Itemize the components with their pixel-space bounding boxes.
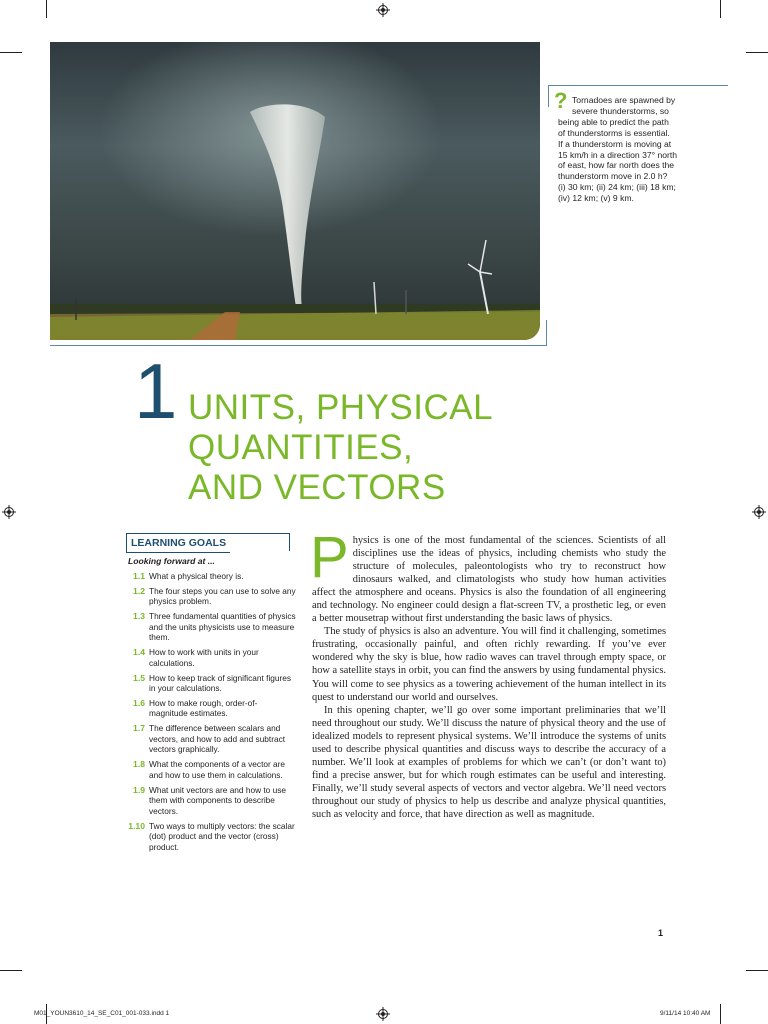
paragraph-text: hysics is one of the most fundamental of the sciences. Scientists of all disciplines use the ideas of physics, including chemists who study the structure of molecules, paleontologists who try to reconstruct how dinosaurs walked, and climatologists who study how human activities affect the atmosphere and oceans. Physics is also the foundation of all engineering and technology. No engineer could design a flat-screen TV, a prosthetic leg, or even a better mousetrap without first understanding the basic laws of physics.	[312, 535, 666, 625]
goal-number: 1.10	[128, 820, 145, 831]
learning-goal-item	[126, 673, 296, 694]
goal-text: What unit vectors are and how to use them with components to describe vectors.	[149, 784, 286, 816]
goal-number: 1.7	[133, 723, 145, 734]
goal-text: What a physical theory is.	[149, 571, 244, 581]
learning-goal-item	[126, 647, 296, 668]
question-line: thunderstorm move in 2.0 h?	[558, 171, 668, 182]
question-line: of east, how far north does the	[558, 160, 675, 171]
learning-goals-rule	[229, 533, 289, 534]
learning-goals-rule	[289, 533, 290, 551]
question-line: Tornadoes are spawned by	[572, 95, 676, 105]
learning-goal-item	[126, 611, 296, 643]
goal-number: 1.1	[133, 571, 145, 581]
body-paragraph: In this opening chapter, we’ll go over some important preliminaries that we’ll need throughout our study. We’ll discuss the nature of physical theory and the use of idealized models to represent physical systems. We’ll introduce the systems of units used to describe physical quantities and discuss ways to describe the accuracy of a number. We’ll look at examples of problems for which we can’t (or don’t want to) find a precise answer, but for which rough estimates can be useful and interesting. Finally, we’ll study several aspects of vectors and vector algebra. We’ll need vectors throughout our study of physics to help us describe and analyze physical quantities, such as velocity and force, that have direction as well as magnitude.	[312, 704, 666, 820]
learning-goal-item	[126, 821, 296, 853]
chapter-title-line: UNITS, PHYSICAL	[188, 388, 494, 427]
learning-goal-item	[126, 759, 296, 780]
goal-number: 1.5	[133, 672, 145, 683]
goal-text: How to keep track of significant figures in your calculations.	[149, 672, 292, 694]
crop-mark	[746, 52, 768, 53]
goal-number: 1.6	[133, 697, 145, 708]
crop-mark	[46, 0, 47, 18]
goal-text: What the components of a vector are and how to use them in calculations.	[149, 759, 286, 780]
goal-text: How to make rough, order-of-magnitude estimates.	[149, 697, 258, 719]
chapter-title-line: QUANTITIES,	[188, 428, 414, 467]
goal-text: Three fundamental quantities of physics and the units physicists use to measure them.	[149, 611, 296, 643]
chapter-title-line: AND VECTORS	[188, 468, 446, 507]
chapter-number: 1	[134, 347, 178, 435]
registration-mark-icon	[2, 505, 16, 519]
photo-frame-rule	[50, 345, 546, 346]
chapter-title	[188, 388, 548, 508]
learning-goal-item	[126, 723, 296, 755]
goal-text: The difference between scalars and vectors, and how to add and subtract vectors graphically.	[149, 723, 286, 755]
drop-cap: P	[310, 525, 349, 590]
learning-goal-item	[126, 571, 296, 582]
goal-number: 1.2	[133, 585, 145, 596]
crop-mark	[0, 970, 22, 971]
question-line: severe thunderstorms, so	[572, 105, 669, 116]
chapter-question	[558, 95, 718, 204]
question-line: 15 km/h in a direction 37° north	[558, 149, 678, 160]
question-line: being able to predict the path	[558, 116, 669, 127]
question-line: If a thunderstorm is moving at	[558, 138, 672, 149]
learning-goal-item	[126, 698, 296, 719]
footer-datetime: 9/11/14 10:40 AM	[660, 1010, 711, 1017]
photo-frame-rule	[546, 320, 547, 346]
goal-number: 1.8	[133, 759, 145, 770]
learning-goal-item	[126, 586, 296, 607]
crop-mark	[0, 52, 22, 53]
crop-mark	[720, 1004, 721, 1024]
crop-mark	[720, 0, 721, 18]
goal-number: 1.4	[133, 647, 145, 658]
crop-mark	[746, 970, 768, 971]
registration-mark-icon	[376, 3, 390, 17]
body-paragraph	[310, 525, 666, 625]
registration-mark-icon	[376, 1007, 390, 1021]
question-rule	[548, 85, 549, 107]
question-line: (iv) 12 km; (v) 9 km.	[558, 193, 634, 204]
page-number: 1	[658, 928, 664, 938]
learning-goals-subheading: Looking forward at ...	[128, 556, 215, 566]
question-mark-icon: ?	[554, 88, 568, 113]
chapter-intro-text	[310, 525, 666, 821]
learning-goal-item	[126, 785, 296, 817]
question-line: (i) 30 km; (ii) 24 km; (iii) 18 km;	[558, 182, 676, 193]
footer-file-slug: M01_YOUN3610_14_SE_C01_001-033.indd 1	[34, 1010, 170, 1017]
question-line: of thunderstorms is essential.	[558, 127, 670, 138]
registration-mark-icon	[752, 505, 766, 519]
goal-number: 1.3	[133, 611, 145, 622]
goal-text: How to work with units in your calculations.	[149, 647, 259, 668]
goal-text: The four steps you can use to solve any physics problem.	[149, 585, 296, 607]
learning-goals-heading: LEARNING GOALS	[126, 533, 230, 553]
question-rule	[548, 85, 728, 86]
body-paragraph: The study of physics is also an adventure. You will find it challenging, sometimes frustrating, occasionally painful, and often richly rewarding. If you’ve ever wondered why the sky is blue, how radio waves can travel through empty space, or how a satellite stays in orbit, you can find the answers by using fundamental physics. You will come to see physics as a towering achievement of the human intellect in its quest to understand our world and ourselves.	[312, 626, 666, 703]
learning-goals-list	[126, 571, 296, 857]
goal-number: 1.9	[133, 784, 145, 795]
tornado-photo	[50, 42, 540, 340]
goal-text: Two ways to multiply vectors: the scalar (dot) product and the vector (cross) product.	[149, 820, 295, 852]
